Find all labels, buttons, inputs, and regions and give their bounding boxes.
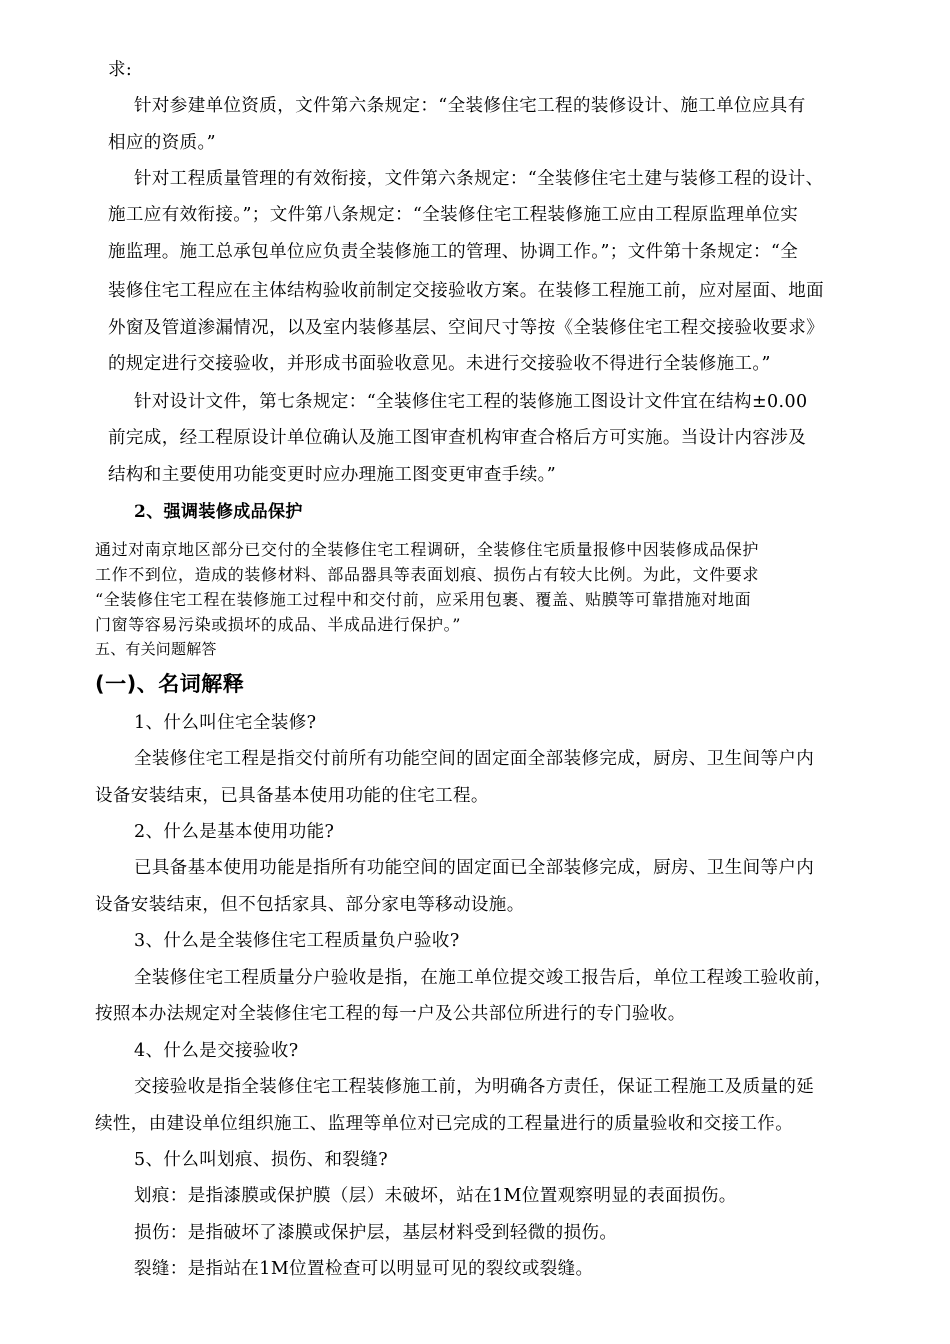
paragraph-line: 针对工程质量管理的有效衔接，文件第六条规定：“全装修住宅土建与装修工程的设计、 bbox=[134, 169, 824, 189]
answer-line: 设备安装结束，已具备基本使用功能的住宅工程。 bbox=[95, 786, 489, 806]
paragraph-line: “全装修住宅工程在装修施工过程中和交付前，应采用包裹、覆盖、贴膜等可靠措施对地面 bbox=[95, 590, 752, 609]
paragraph-line: 针对参建单位资质，文件第六条规定：“全装修住宅工程的装修设计、施工单位应具有 bbox=[134, 96, 806, 116]
definition-line: 损伤：是指破坏了漆膜或保护层，基层材料受到轻微的损伤。 bbox=[134, 1223, 618, 1243]
paragraph-line: 前完成，经工程原设计单位确认及施工图审查机构审查合格后方可实施。当设计内容涉及 bbox=[108, 428, 807, 448]
definition-line: 裂缝：是指站在1M位置检查可以明显可见的裂纹或裂缝。 bbox=[134, 1259, 594, 1279]
paragraph-line: 工作不到位，造成的装修材料、部品器具等表面划痕、损伤占有较大比例。为此，文件要求 bbox=[95, 565, 760, 584]
answer-line: 按照本办法规定对全装修住宅工程的每一户及公共部位所进行的专门验收。 bbox=[95, 1004, 686, 1024]
answer-line: 全装修住宅工程质量分户验收是指，在施工单位提交竣工报告后，单位工程竣工验收前， bbox=[134, 968, 833, 988]
paragraph-line: 针对设计文件，第七条规定：“全装修住宅工程的装修施工图设计文件宜在结构±0.00 bbox=[134, 392, 808, 412]
section-heading: 2、强调装修成品保护 bbox=[134, 502, 303, 522]
question-line: 1、什么叫住宅全装修? bbox=[134, 713, 317, 733]
paragraph-line: 外窗及管道渗漏情况，以及室内装修基层、空间尺寸等按《全装修住宅工程交接验收要求》 bbox=[108, 318, 824, 338]
answer-line: 已具备基本使用功能是指所有功能空间的固定面已全部装修完成，厨房、卫生间等户内 bbox=[134, 858, 815, 878]
paragraph-line: 门窗等容易污染或损坏的成品、半成品进行保护。” bbox=[95, 615, 461, 634]
paragraph-line: 通过对南京地区部分已交付的全装修住宅工程调研，全装修住宅质量报修中因装修成品保护 bbox=[95, 540, 760, 559]
question-line: 4、什么是交接验收? bbox=[134, 1041, 299, 1061]
answer-line: 交接验收是指全装修住宅工程装修施工前，为明确各方责任，保证工程施工及质量的延 bbox=[134, 1077, 815, 1097]
answer-line: 设备安装结束，但不包括家具、部分家电等移动设施。 bbox=[95, 895, 525, 915]
question-line: 3、什么是全装修住宅工程质量负户验收? bbox=[134, 931, 460, 951]
answer-line: 续性，由建设单位组织施工、监理等单位对已完成的工程量进行的质量验收和交接工作。 bbox=[95, 1114, 794, 1134]
question-line: 2、什么是基本使用功能? bbox=[134, 822, 335, 842]
definition-line: 划痕：是指漆膜或保护膜（层）未破坏，站在1M位置观察明显的表面损伤。 bbox=[134, 1186, 737, 1206]
subsection-title: (一)、名词解释 bbox=[95, 672, 245, 696]
question-line: 5、什么叫划痕、损伤、和裂缝? bbox=[134, 1150, 389, 1170]
paragraph-line: 施工应有效衔接。”；文件第八条规定：“全装修住宅工程装修施工应由工程原监理单位实 bbox=[108, 205, 799, 225]
paragraph-line: 装修住宅工程应在主体结构验收前制定交接验收方案。在装修工程施工前，应对屋面、地面 bbox=[108, 281, 824, 301]
paragraph-line: 求: bbox=[108, 60, 133, 80]
paragraph-line: 结构和主要使用功能变更时应办理施工图变更审查手续。” bbox=[108, 465, 557, 485]
paragraph-line: 的规定进行交接验收，并形成书面验收意见。未进行交接验收不得进行全装修施工。” bbox=[108, 354, 771, 374]
paragraph-line: 相应的资质。” bbox=[108, 133, 216, 153]
section-title: 五、有关问题解答 bbox=[95, 640, 217, 658]
answer-line: 全装修住宅工程是指交付前所有功能空间的固定面全部装修完成，厨房、卫生间等户内 bbox=[134, 749, 815, 769]
paragraph-line: 施监理。施工总承包单位应负责全装修施工的管理、协调工作。”；文件第十条规定：“全 bbox=[108, 242, 799, 262]
